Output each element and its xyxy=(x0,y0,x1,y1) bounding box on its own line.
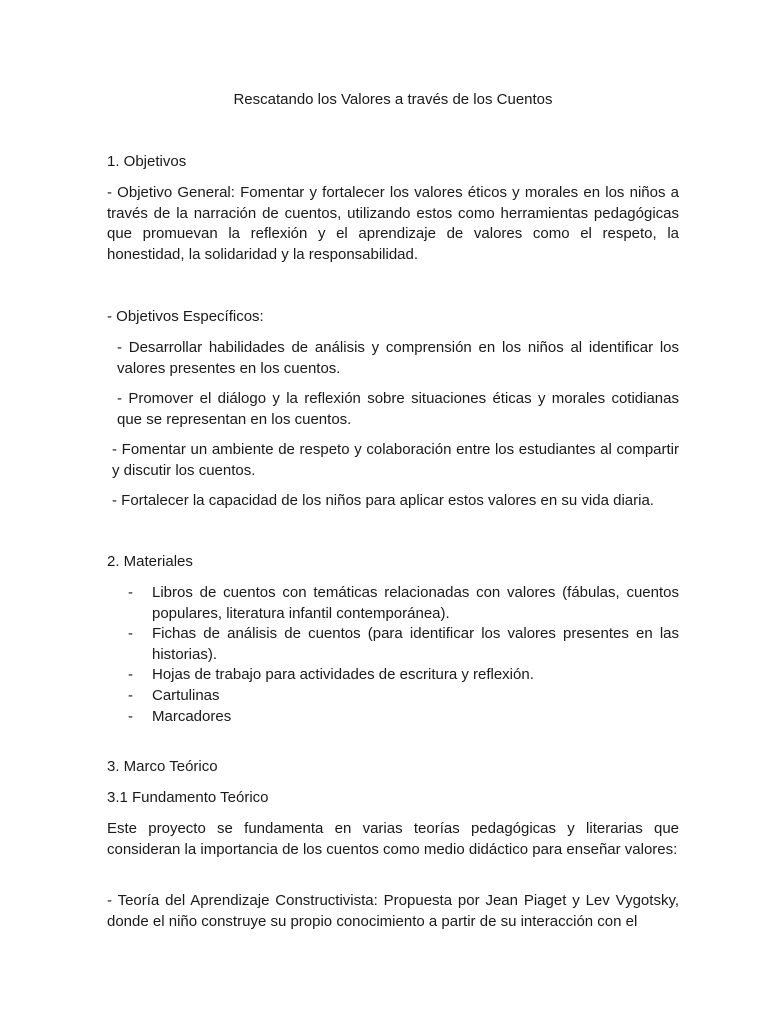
materiales-list-item xyxy=(107,665,679,686)
bullet-dash: - xyxy=(128,707,133,725)
section-heading-materiales: 2. Materiales xyxy=(107,553,193,570)
materiales-list-item xyxy=(107,707,679,728)
materiales-list xyxy=(107,583,679,727)
materiales-item-text: Libros de cuentos con temáticas relacionadas con valores (fábulas, cuentos populares, literatura infantil contemporánea). xyxy=(152,584,679,622)
materiales-list-item xyxy=(107,624,679,665)
materiales-item-text: Hojas de trabajo para actividades de escritura y reflexión. xyxy=(152,666,534,684)
materiales-list-item xyxy=(107,583,679,624)
objetivo-especifico-item: - Promover el diálogo y la reflexión sobre situaciones éticas y morales cotidianas que se representan en los cuentos. xyxy=(117,390,679,428)
teoria-constructivista-paragraph: - Teoría del Aprendizaje Constructivista: Propuesta por Jean Piaget y Lev Vygotsky, donde el niño construye su propio conocimiento a partir de su interacción con el xyxy=(107,892,679,930)
objetivos-especificos-heading: - Objetivos Específicos: xyxy=(107,308,264,325)
objetivo-especifico-item: - Desarrollar habilidades de análisis y comprensión en los niños al identificar los valores presentes en los cuentos. xyxy=(117,339,679,377)
objetivo-especifico-item: - Fortalecer la capacidad de los niños para aplicar estos valores en su vida diaria. xyxy=(112,492,654,509)
marco-intro-paragraph: Este proyecto se fundamenta en varias teorías pedagógicas y literarias que consideran la importancia de los cuentos como medio didáctico para enseñar valores: xyxy=(107,820,679,858)
section-heading-objetivos: 1. Objetivos xyxy=(107,153,187,170)
objetivo-general-paragraph: - Objetivo General: Fomentar y fortalecer los valores éticos y morales en los niños a través de la narración de cuentos, utilizando estos como herramientas pedagógicas que promuevan la reflexión y el aprendizaje de valores como el respeto, la honestidad, la solidaridad y la responsabilidad. xyxy=(107,184,679,263)
bullet-dash: - xyxy=(128,686,133,704)
bullet-dash: - xyxy=(128,666,133,684)
materiales-item-text: Marcadores xyxy=(152,707,232,725)
subsection-heading-fundamento: 3.1 Fundamento Teórico xyxy=(107,789,269,806)
materiales-list-item xyxy=(107,686,679,707)
bullet-dash: - xyxy=(128,584,133,601)
document-title: Rescatando los Valores a través de los Cuentos xyxy=(233,91,553,108)
bullet-dash: - xyxy=(128,625,133,643)
materiales-item-text: Cartulinas xyxy=(152,686,220,704)
objetivo-especifico-item: - Fomentar un ambiente de respeto y colaboración entre los estudiantes al compartir y discutir los cuentos. xyxy=(112,441,679,479)
section-heading-marco-teorico: 3. Marco Teórico xyxy=(107,758,218,775)
materiales-item-text: Fichas de análisis de cuentos (para identificar los valores presentes en las historias). xyxy=(152,625,679,663)
